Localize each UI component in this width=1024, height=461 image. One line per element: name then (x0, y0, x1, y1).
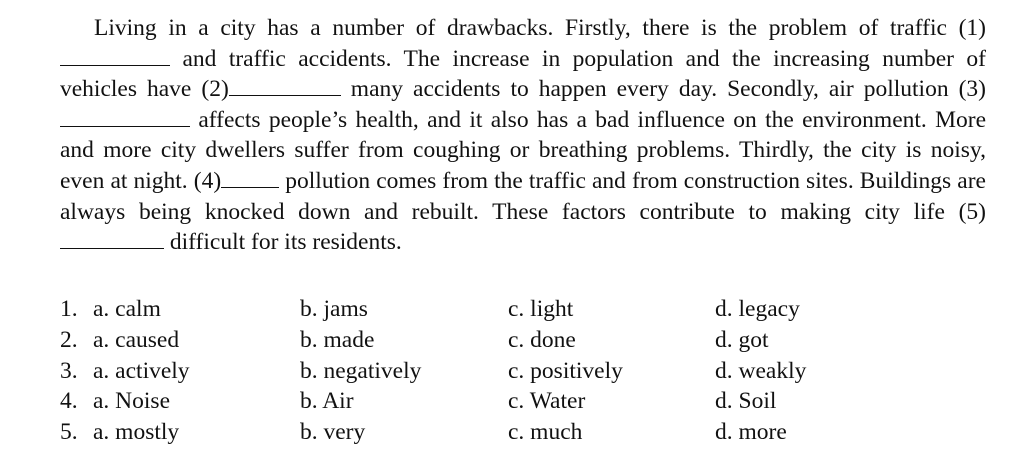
option-a[interactable]: a. mostly (93, 419, 180, 446)
option-b[interactable]: b. very (300, 419, 366, 446)
question-number: 3. (60, 357, 78, 384)
passage-text-3: many accidents to happen every day. Secondly, air pollution (340, 76, 959, 103)
option-a[interactable]: a. actively (93, 357, 190, 384)
blank-5[interactable] (60, 228, 164, 249)
option-c[interactable]: c. Water (508, 388, 586, 415)
option-a[interactable]: a. Noise (93, 388, 171, 415)
option-c[interactable]: c. positively (508, 357, 623, 384)
question-row (60, 386, 960, 417)
blank-1[interactable] (60, 45, 170, 66)
blank-2[interactable] (229, 75, 341, 96)
option-a[interactable]: a. caused (93, 326, 180, 353)
option-d[interactable]: d. legacy (715, 296, 800, 322)
passage-text-4: affects people’s health, and it also has a bad influence on the environment. More and more city dwellers suffer from coughing or breathing problems. Thirdly, the city is noisy, even at night. (60, 106, 986, 194)
blank-number-1: (1) (958, 15, 987, 41)
blank-number-3: (3) (958, 76, 987, 103)
option-d[interactable]: d. more (715, 419, 787, 446)
option-b[interactable]: b. negatively (300, 357, 422, 384)
question-row (60, 294, 960, 325)
option-d[interactable]: d. Soil (715, 388, 777, 415)
question-number: 2. (60, 326, 78, 353)
answer-options (60, 294, 960, 448)
question-row (60, 356, 960, 387)
option-d[interactable]: d. weakly (715, 357, 807, 384)
option-b[interactable]: b. made (300, 326, 375, 353)
blank-number-4: (4) (193, 167, 222, 194)
blank-number-2: (2) (201, 76, 229, 103)
option-c[interactable]: c. done (508, 326, 576, 353)
option-a[interactable]: a. calm (93, 296, 161, 322)
passage-text-2: and traffic accidents. The increase in population and the increasing number of vehicles have (60, 45, 986, 103)
question-row (60, 417, 960, 448)
option-c[interactable]: c. much (508, 419, 583, 446)
blank-4[interactable] (221, 167, 279, 188)
passage (60, 13, 986, 258)
option-d[interactable]: d. got (715, 326, 769, 353)
question-number: 1. (60, 296, 78, 322)
option-c[interactable]: c. light (508, 296, 574, 322)
question-number: 4. (60, 388, 78, 415)
option-b[interactable]: b. Air (300, 388, 354, 415)
blank-number-5: (5) (958, 198, 986, 225)
question-row (60, 325, 960, 356)
passage-text-6: difficult for its residents. (164, 229, 402, 256)
passage-text-5: pollution comes from the traffic and from construction sites. Buildings are always being knocked down and rebuilt. These factors contribute to making city life (60, 167, 986, 225)
blank-3[interactable] (60, 106, 190, 127)
question-number: 5. (60, 419, 78, 446)
passage-text-1: Living in a city has a number of drawbacks. Firstly, there is the problem of traffic (94, 15, 947, 41)
option-b[interactable]: b. jams (300, 296, 368, 322)
